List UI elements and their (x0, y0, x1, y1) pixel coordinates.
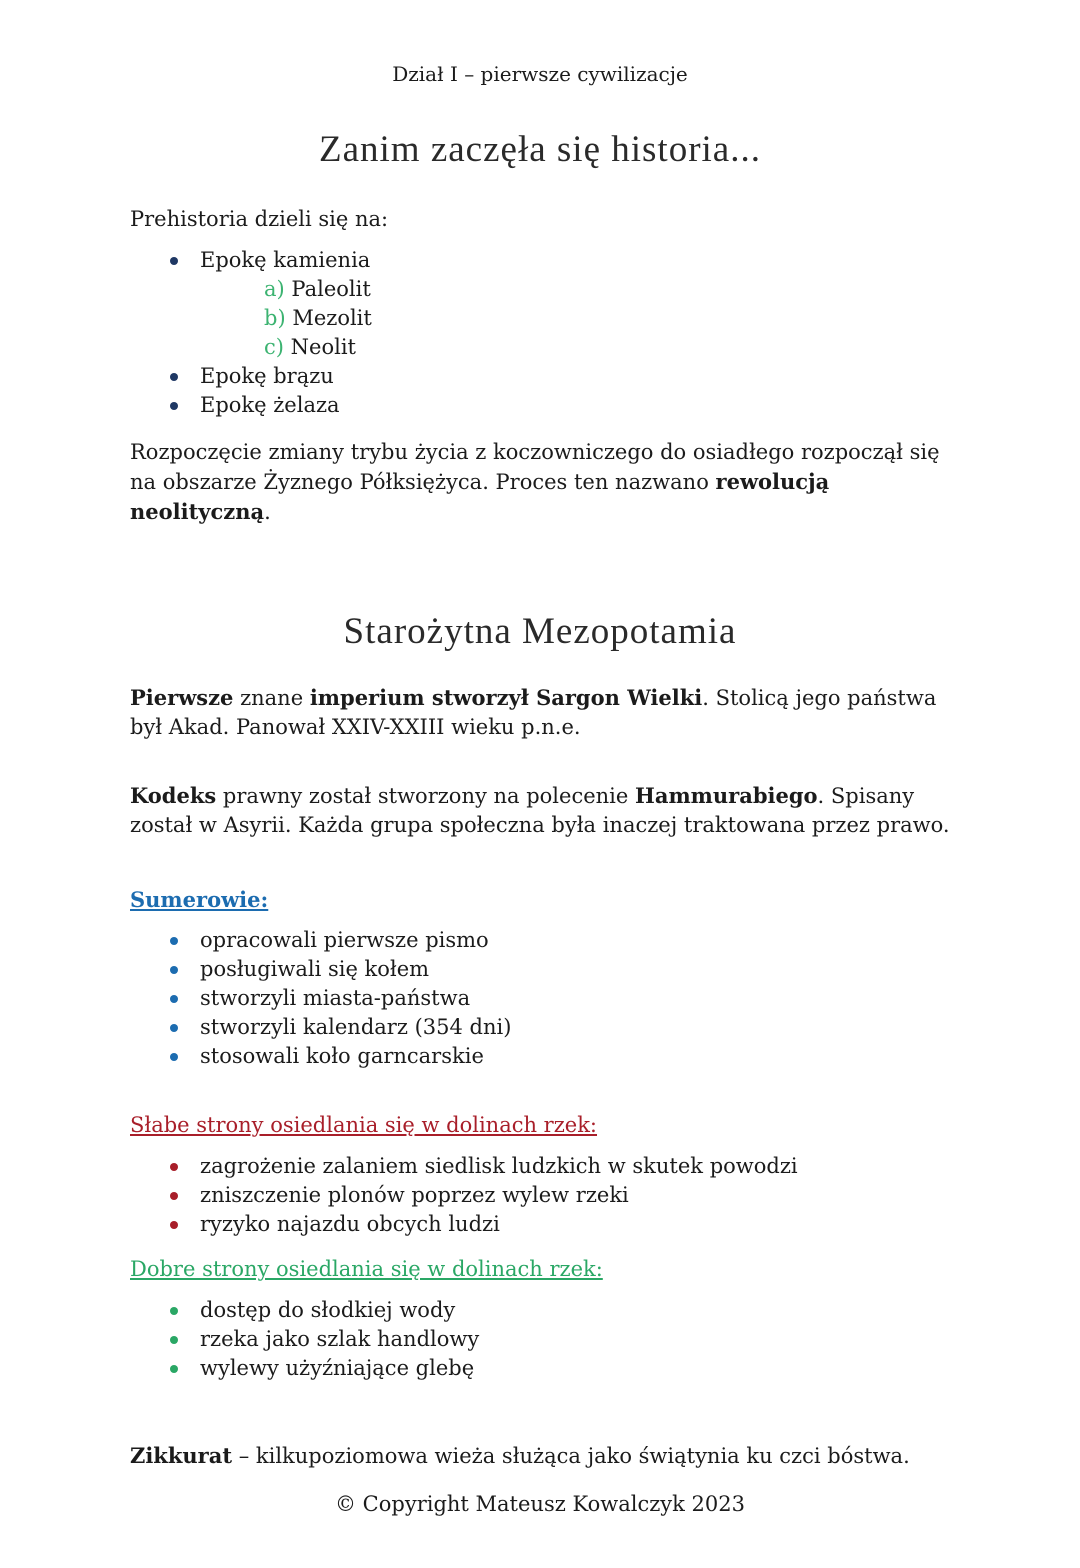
sub-item-letter: a) (264, 277, 285, 301)
neolithic-revolution-paragraph (130, 438, 950, 527)
paragraph-bold-run: Pierwsze (130, 685, 234, 710)
paragraph-run: znane (233, 686, 310, 710)
list-item: zagrożenie zalaniem siedlisk ludzkich w skutek powodzi (168, 1152, 950, 1181)
epochs-list (130, 246, 950, 420)
list-item: posługiwali się kołem (168, 955, 950, 984)
list-item: stworzyli miasta-państwa (168, 984, 950, 1013)
paragraph-bold-run: imperium stworzył Sargon Wielki (309, 685, 703, 710)
paragraph-bold-run: Hammurabiego (635, 783, 818, 808)
section-title-mesopotamia: Starożytna Mezopotamia (343, 611, 737, 652)
paragraph-run: . Spisany został w Asyrii. Każda grupa społeczna była inaczej traktowana przez prawo. (130, 784, 950, 837)
paragraph-bold-run: rewolucją neolityczną (130, 469, 830, 524)
list-item (232, 333, 950, 362)
paragraph-bold-run: Zikkurat (130, 1443, 233, 1468)
paragraph-run: . Stolicą jego państwa był Akad. Panował XXIV-XXIII wieku p.n.e. (130, 686, 937, 739)
sargon-paragraph (130, 683, 950, 742)
copyright-footer: © Copyright Mateusz Kowalczyk 2023 (335, 1492, 745, 1516)
list-item (168, 362, 950, 391)
sumerians-list (130, 926, 950, 1071)
list-item: stosowali koło garncarskie (168, 1042, 950, 1071)
paragraph-run: – kilkupoziomowa wieża służąca jako świątynia ku czci bóstwa. (232, 1444, 910, 1468)
list-item: zniszczenie plonów poprzez wylew rzeki (168, 1181, 950, 1210)
list-item (168, 391, 950, 420)
sub-item-label: Mezolit (292, 306, 372, 330)
list-item: ryzyko najazdu obcych ludzi (168, 1210, 950, 1239)
list-item: rzeka jako szlak handlowy (168, 1325, 950, 1354)
list-item: wylewy użyźniające glebę (168, 1354, 950, 1383)
stone-age-sublist (200, 275, 950, 362)
weak-sides-heading: Słabe strony osiedlania się w dolinach rzek: (130, 1113, 598, 1137)
section-title-prehistory: Zanim zaczęła się historia... (319, 129, 761, 170)
good-sides-list (130, 1296, 950, 1383)
list-item (232, 304, 950, 333)
sub-item-letter: b) (264, 306, 286, 330)
prehistory-intro: Prehistoria dzieli się na: (130, 207, 389, 231)
epoch-iron-label: Epokę żelaza (200, 393, 340, 417)
sub-item-letter: c) (264, 335, 284, 359)
zikkurat-definition (130, 1441, 950, 1471)
sumerians-heading: Sumerowie: (130, 887, 269, 912)
paragraph-run: prawny został stworzony na polecenie (216, 784, 635, 808)
sub-item-label: Paleolit (291, 277, 371, 301)
paragraph-run: Rozpoczęcie zmiany trybu życia z koczowniczego do osiadłego rozpoczął się na obszarze Żyznego Półksiężyca. Proces ten nazwano (130, 440, 940, 494)
list-item (168, 246, 950, 362)
list-item (232, 275, 950, 304)
epoch-stone-label: Epokę kamienia (200, 248, 371, 272)
list-item: dostęp do słodkiej wody (168, 1296, 950, 1325)
paragraph-run: . (264, 500, 271, 524)
chapter-header: Dział I – pierwsze cywilizacje (392, 62, 688, 86)
sub-item-label: Neolit (290, 335, 356, 359)
list-item: stworzyli kalendarz (354 dni) (168, 1013, 950, 1042)
paragraph-bold-run: Kodeks (130, 783, 217, 808)
kodeks-paragraph (130, 781, 950, 840)
weak-sides-list (130, 1152, 950, 1239)
epoch-bronze-label: Epokę brązu (200, 364, 334, 388)
good-sides-heading: Dobre strony osiedlania się w dolinach rzek: (130, 1257, 603, 1281)
list-item: opracowali pierwsze pismo (168, 926, 950, 955)
